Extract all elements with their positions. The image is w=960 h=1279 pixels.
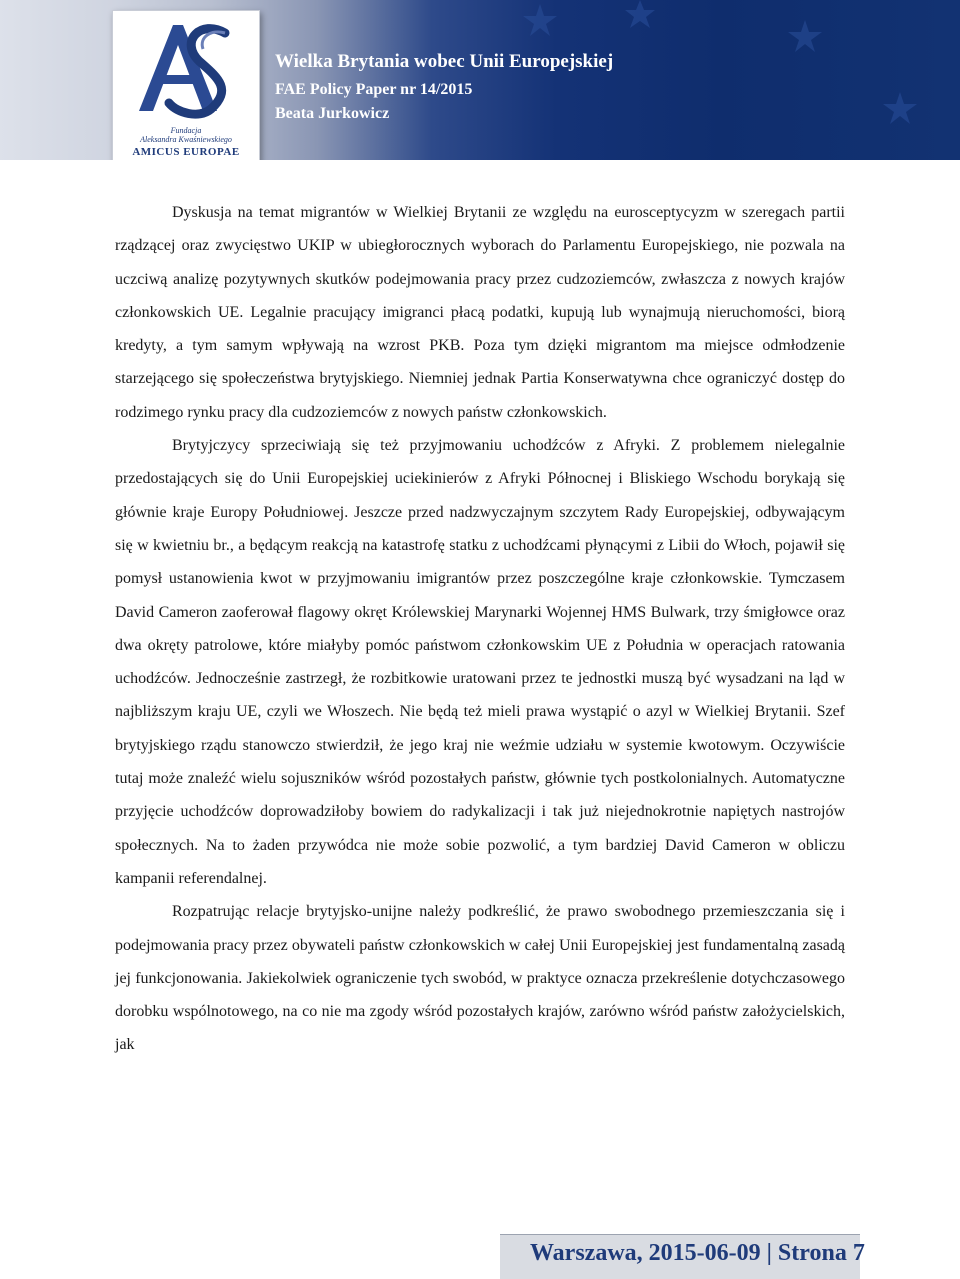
paragraph: Dyskusja na temat migrantów w Wielkiej Brytanii ze względu na eurosceptycyzm w szeregach partii rządzącej oraz zwycięstwo UKIP w ubiegłorocznych wyborach do Parlamentu Europejskiego, nie pozwala na uczciwą analizę pozytywnych skutków podejmowania pracy przez cudzoziemców, zwłaszcza z nowych krajów członkowskich UE. Legalnie pracujący imigranci płacą podatki, kupują lub wynajmują nieruchomości, biorą kredyty, a tym samym wpływają na wzrost PKB. Poza tym dzięki migrantom ma miejsce odmłodzenie starzejącego się społeczeństwa brytyjskiego. Niemniej jednak Partia Konserwatywna chce ograniczyć dostęp do rodzimego rynku pracy dla cudzoziemców z nowych państw członkowskich.	[115, 204, 845, 421]
document-body	[115, 196, 845, 1062]
logo-line-1: Fundacja	[170, 126, 202, 135]
logo-line-2: Aleksandra Kwaśniewskiego	[140, 135, 232, 144]
header-title: Wielka Brytania wobec Unii Europejskiej	[275, 51, 614, 72]
paragraph: Brytyjczycy sprzeciwiają się też przyjmowaniu uchodźców z Afryki. Z problemem nielegalnie przedostających się do Unii Europejskiej uciekinierów z Afryki Północnej i Bliskiego Wschodu borykają się głównie kraje Europy Południowej. Jeszcze przed nadzwyczajnym szczytem Rady Europejskiej, odbywającym się w kwietniu br., a będącym reakcją na katastrofę statku z uchodźcami płynącymi z Libii do Włoch, pojawił się pomysł ustanowienia kwot w przyjmowaniu imigrantów przez poszczególne kraje członkowskie. Tymczasem David Cameron zaoferował flagowy okręt Królewskiej Marynarki Wojennej HMS Bulwark, trzy śmigłowce oraz dwa okręty patrolowe, które miałyby pomóc państwom członkowskim UE z Południa w operacjach ratowania uchodźców. Jednocześnie zastrzegł, że rozbitkowie uratowani przez te jednostki muszą być wysadzani na ląd w najbliższym kraju UE, czyli we Włoszech. Nie będą też mieli prawa wystąpić o azyl w Wielkiej Brytanii. Szef brytyjskiego rządu stanowczo stwierdził, że jego kraj nie weźmie udziału w systemie kwotowym. Oczywiście tutaj może znaleźć wielu sojuszników wśród pozostałych państw, głównie tych postkolonialnych. Automatyczne przyjęcie uchodźców doprowadziłoby bowiem do radykalizacji i tak już niejednokrotnie napiętych nastrojów społecznych. Na to żaden przywódca nie może sobie pozwolić, a tym bardziej David Cameron w obliczu kampanii referendalnej.	[115, 437, 845, 887]
amicus-europae-logo	[112, 10, 260, 160]
page-footer: Warszawa, 2015-06-09 | Strona 7	[530, 1240, 865, 1266]
header-author: Beata Jurkowicz	[275, 105, 390, 122]
header-paper-number: FAE Policy Paper nr 14/2015	[275, 81, 473, 98]
logo-line-3: AMICUS EUROPAE	[132, 146, 240, 158]
page-header	[0, 0, 960, 160]
paragraph: Rozpatrując relacje brytyjsko-unijne należy podkreślić, że prawo swobodnego przemieszczania się i podejmowania pracy przez obywateli państw członkowskich w całej Unii Europejskiej jest fundamentalną zasadą jej funkcjonowania. Jakiekolwiek ograniczenie tych swobód, w praktyce oznacza przekreślenie dotychczasowego dorobku wspólnotowego, na co nie ma zgody wśród pozostałych krajów, zarówno wśród państw założycielskich, jak	[115, 903, 845, 1054]
logo-emblem	[113, 11, 259, 127]
